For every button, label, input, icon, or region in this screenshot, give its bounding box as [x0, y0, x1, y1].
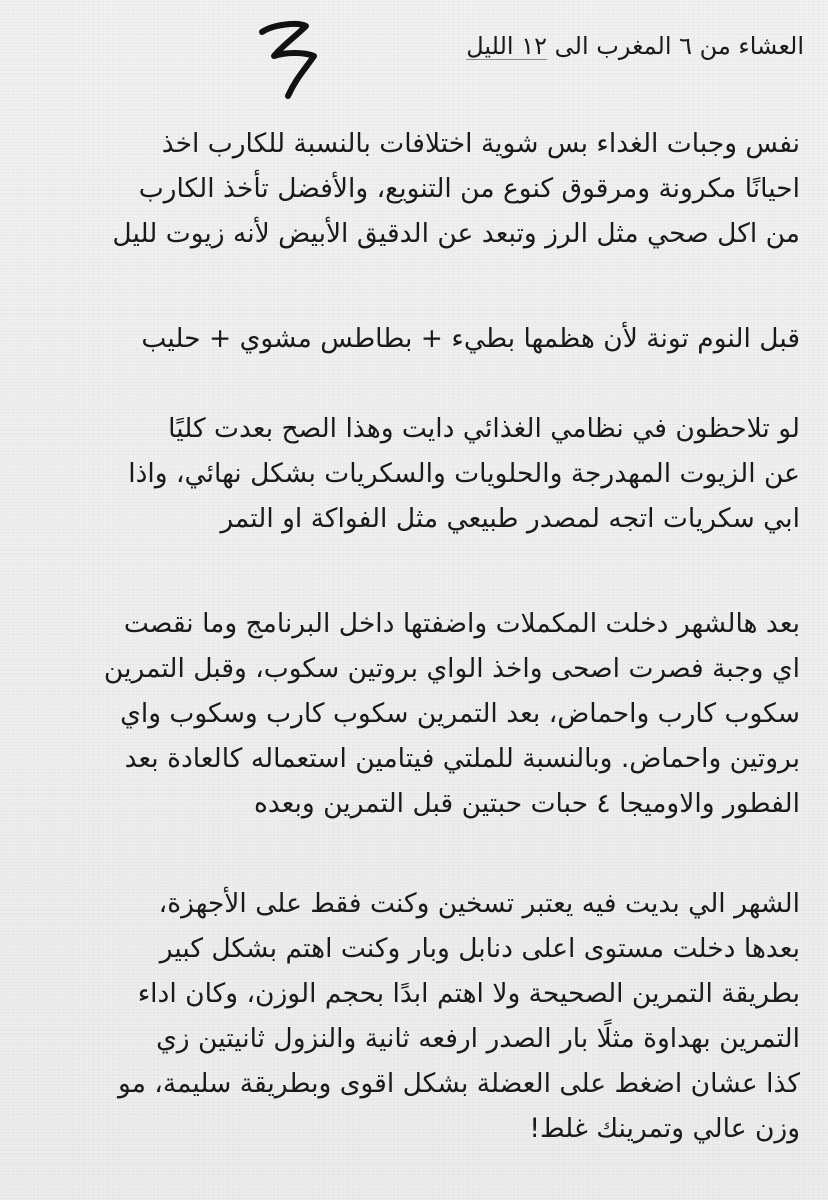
text-line: بعد هالشهر دخلت المكملات واضفتها داخل البرنامج وما نقصت — [123, 608, 800, 639]
text-line: سكوب كارب واحماض، بعد التمرين سكوب كارب وسكوب واي — [120, 698, 800, 729]
text-line: الفطور والاوميجا ٤ حبات حبتين قبل التمرين وبعده — [253, 788, 800, 819]
text-line: من اكل صحي مثل الرز وتبعد عن الدقيق الأبيض لأنه زيوت لليل — [112, 218, 800, 249]
text-line: لو تلاحظون في نظامي الغذائي دايت وهذا الصح بعدت كليًا — [168, 413, 800, 444]
before-sleep-paragraph — [20, 316, 800, 361]
text-line: وزن عالي وتمرينك غلط! — [529, 1113, 800, 1144]
heading-prefix: العشاء من ٦ المغرب الى — [547, 32, 804, 60]
text-line: عن الزيوت المهدرجة والحلويات والسكريات بشكل نهائي، واذا — [128, 458, 800, 489]
heading-text — [466, 26, 804, 66]
text-line: بعدها دخلت مستوى اعلى دنابل وبار وكنت اهتم بشكل كبير — [159, 933, 800, 964]
text-line: احيانًا مكرونة ومرقوق كنوع من التنويع، والأفضل تأخذ الكارب — [138, 173, 800, 204]
text-line: التمرين بهداوة مثلًا بار الصدر ارفعه ثانية والنزول ثانيتين زي — [156, 1023, 800, 1054]
text-line: الشهر الي بديت فيه يعتبر تسخين وكنت فقط على الأجهزة، — [158, 888, 800, 919]
text-line: نفس وجبات الغداء بس شوية اختلافات بالنسبة للكارب اخذ — [161, 128, 800, 159]
text-line: بروتين واحماض. وبالنسبة للملتي فيتامين استعماله كالعادة بعد — [124, 743, 800, 774]
text-line: اي وجبة فصرت اصحى واخذ الواي بروتين سكوب، وقبل التمرين — [103, 653, 800, 684]
section-heading — [466, 26, 804, 66]
text-line: كذا عشان اضغط على العضلة بشكل اقوى وبطريقة سليمة، مو — [118, 1068, 800, 1099]
dinner-paragraph — [20, 121, 800, 256]
diet-note-paragraph — [20, 406, 800, 541]
heading-underlined-time: ١٢ الليل — [466, 32, 548, 60]
training-paragraph — [20, 881, 800, 1151]
handwritten-scribble-icon — [252, 16, 322, 106]
text-line: بطريقة التمرين الصحيحة ولا اهتم ابدًا بحجم الوزن، وكان اداء — [137, 978, 800, 1009]
text-line: ابي سكريات اتجه لمصدر طبيعي مثل الفواكة او التمر — [220, 503, 800, 534]
supplements-paragraph — [20, 601, 800, 826]
text-line: قبل النوم تونة لأن هظمها بطيء + بطاطس مشوي + حليب — [141, 323, 800, 354]
